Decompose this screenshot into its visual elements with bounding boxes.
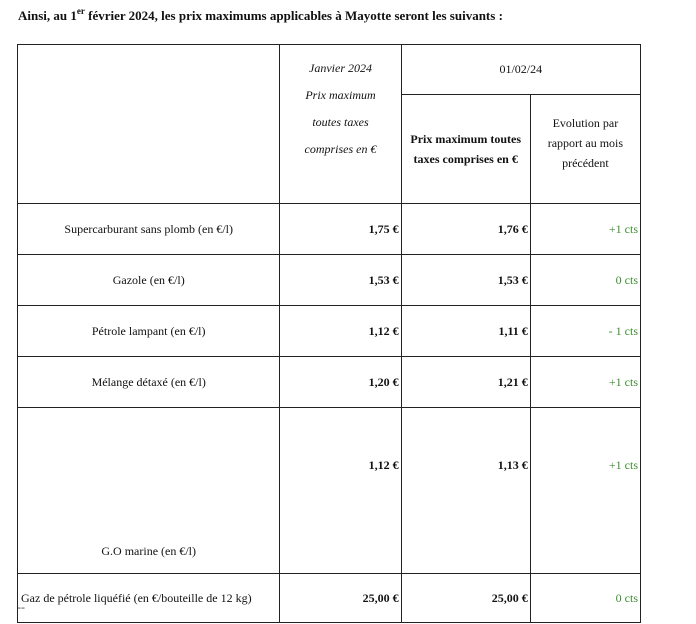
header-january-line2: toutes taxes: [312, 115, 369, 129]
row-january-price: 1,12 €: [280, 408, 401, 574]
row-label: Gaz de pétrole liquéfié (en €/bouteille de 12 kg): [18, 574, 280, 623]
header-january-line3: comprises en €: [304, 142, 377, 156]
row-february-price: 1,21 €: [401, 357, 530, 408]
row-evolution: 0 cts: [530, 255, 640, 306]
intro-suffix: février 2024, les prix maximums applicables à Mayotte seront les suivants :: [84, 8, 503, 23]
row-january-price: 1,12 €: [280, 306, 401, 357]
footer-dash-mark: --: [17, 600, 25, 614]
header-february-line1: Prix maximum toutes: [410, 132, 522, 146]
row-february-price: 1,11 €: [401, 306, 530, 357]
header-evolution: [530, 95, 640, 204]
header-january: [280, 45, 401, 204]
header-february-date: 01/02/24: [401, 45, 640, 95]
header-february-line2: taxes comprises en €: [413, 152, 518, 166]
row-january-price: 25,00 €: [280, 574, 401, 623]
header-january-line1: Prix maximum: [305, 88, 376, 102]
row-january-price: 1,53 €: [280, 255, 401, 306]
row-february-price: 1,13 €: [401, 408, 530, 574]
header-evolution-line1: Evolution par: [552, 116, 619, 130]
row-label: Supercarburant sans plomb (en €/l): [18, 204, 280, 255]
intro-prefix: Ainsi, au 1: [18, 8, 77, 23]
price-table: [17, 44, 641, 623]
row-evolution: 0 cts: [530, 574, 640, 623]
row-label: Gazole (en €/l): [18, 255, 280, 306]
row-label: Mélange détaxé (en €/l): [18, 357, 280, 408]
row-label: Pétrole lampant (en €/l): [18, 306, 280, 357]
header-january-month: Janvier 2024: [309, 61, 372, 75]
intro-sentence: [18, 8, 503, 24]
table-row-petrole-lampant: [18, 306, 641, 357]
table-row-supercarburant: [18, 204, 641, 255]
header-evolution-line2: rapport au mois: [547, 136, 624, 150]
header-empty-cell: [18, 45, 280, 204]
row-evolution: +1 cts: [530, 357, 640, 408]
header-february-price: [401, 95, 530, 204]
row-february-price: 25,00 €: [401, 574, 530, 623]
header-row-top: [18, 45, 641, 95]
table-row-gpl: [18, 574, 641, 623]
table-row-melange-detaxe: [18, 357, 641, 408]
table-row-go-marine: [18, 408, 641, 574]
table-row-gazole: [18, 255, 641, 306]
row-evolution: +1 cts: [530, 204, 640, 255]
row-february-price: 1,76 €: [401, 204, 530, 255]
row-label: G.O marine (en €/l): [18, 408, 280, 574]
intro-superscript: er: [76, 6, 85, 16]
row-evolution: - 1 cts: [530, 306, 640, 357]
row-january-price: 1,75 €: [280, 204, 401, 255]
header-evolution-line3: précédent: [562, 156, 609, 170]
row-january-price: 1,20 €: [280, 357, 401, 408]
row-evolution: +1 cts: [530, 408, 640, 574]
row-february-price: 1,53 €: [401, 255, 530, 306]
